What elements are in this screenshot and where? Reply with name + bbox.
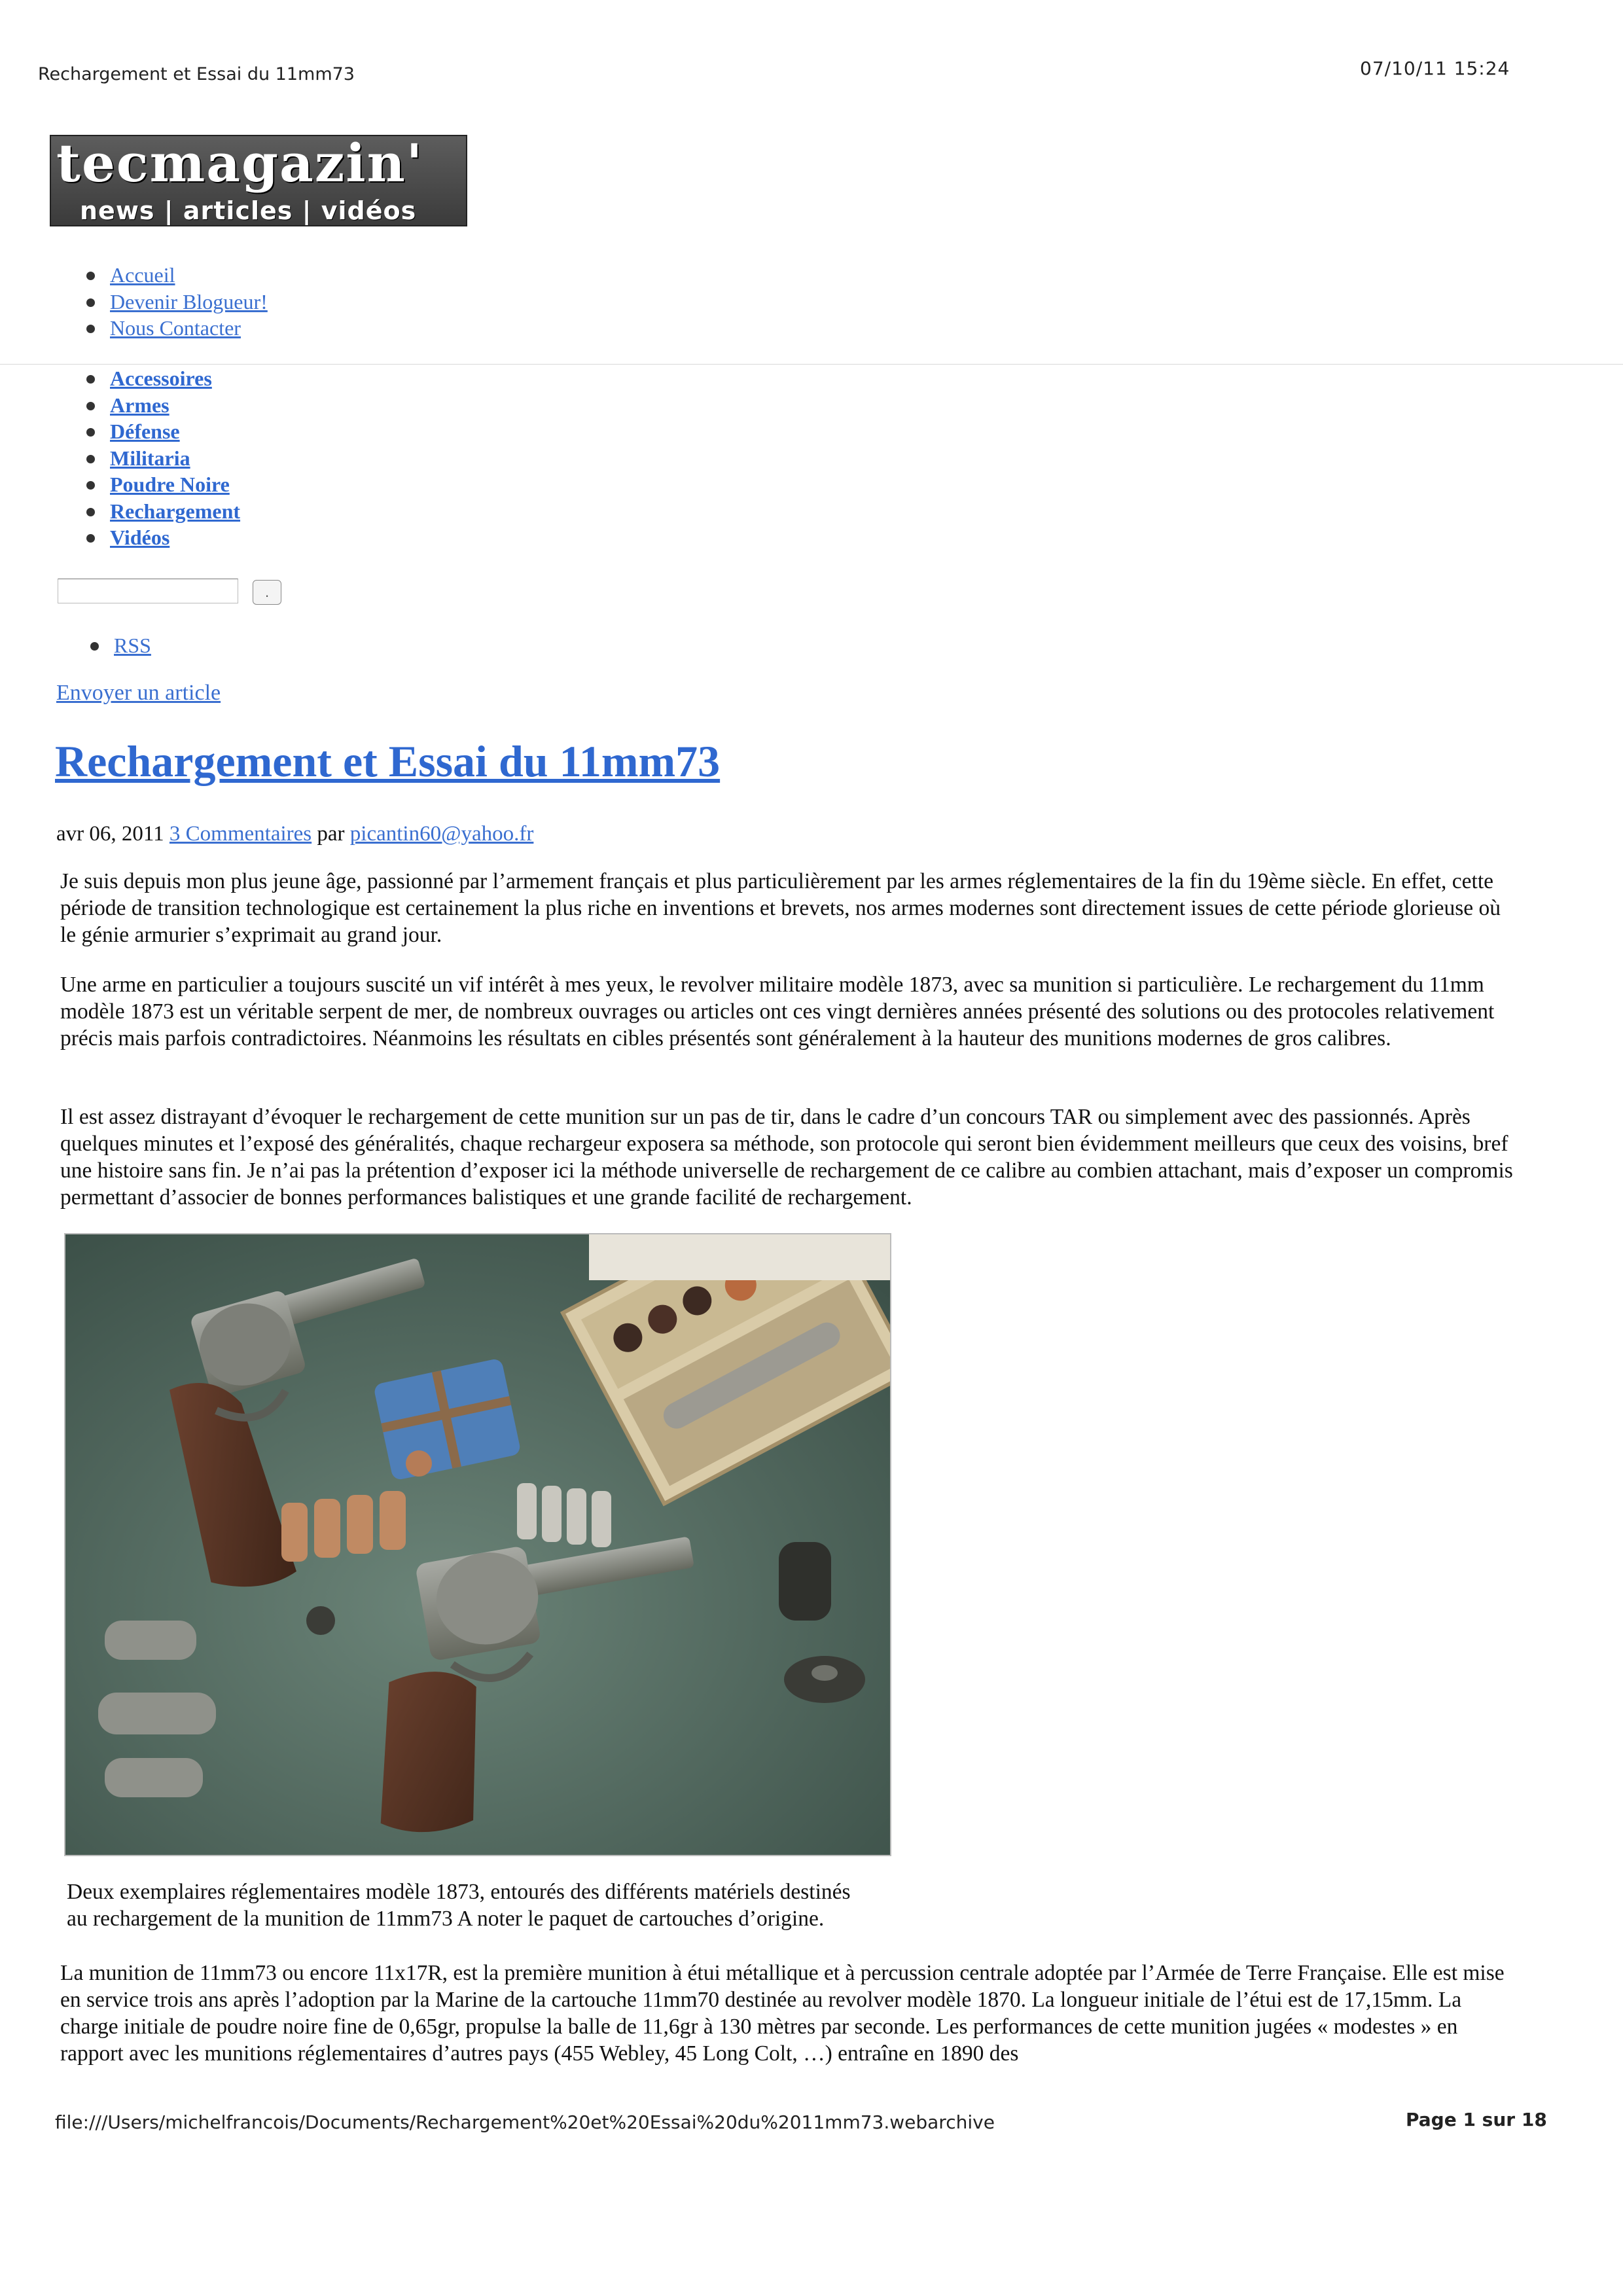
feed-menu: [0, 632, 151, 659]
category-link-armes[interactable]: Armes: [110, 393, 169, 417]
author-link[interactable]: picantin60@yahoo.fr: [349, 822, 534, 846]
top-menu: [0, 262, 268, 342]
search-input[interactable]: [58, 579, 238, 603]
post-date: avr 06, 2011: [56, 822, 164, 846]
logo-wordmark: tecmagazin': [56, 135, 424, 194]
top-menu-item-nous-contacter: [0, 315, 268, 342]
category-item: [0, 498, 240, 525]
nav-link-devenir-blogueur[interactable]: Devenir Blogueur!: [110, 289, 268, 314]
article-paragraph: La munition de 11mm73 ou encore 11x17R, est la première munition à étui métallique et à percussion centrale adoptée par l’Armée de Terre Française. Elle est mise en service trois ans après l’adoption par la Marine de la cartouche 11mm70 destinée au revolver modèle 1870. La longueur initiale de l’étui est de 17,15mm. La charge initiale de poudre noire fine de 0,65gr, propulse la balle de 11,6gr à 130 mètres par seconde. Les performances de cette munition jugées « modestes » en rapport avec les munitions réglementaires d’autres pays (455 Webley, 45 Long Colt, …) entraîne en 1890 des: [60, 1961, 1505, 2066]
category-link-poudre-noire[interactable]: Poudre Noire: [110, 473, 230, 496]
search-button[interactable]: .: [253, 580, 281, 605]
category-item: [0, 418, 240, 445]
send-article-link[interactable]: Envoyer un article: [56, 681, 221, 705]
top-menu-item-devenir-blogueur: [0, 289, 268, 315]
category-menu: [0, 365, 240, 551]
caption-line: au rechargement de la munition de 11mm73 A noter le paquet de cartouches d’origine.: [67, 1907, 825, 1931]
category-item: [0, 365, 240, 392]
category-item: [0, 524, 240, 551]
category-link-videos[interactable]: Vidéos: [110, 526, 170, 549]
feed-menu-item: [0, 632, 151, 659]
header-divider: [0, 364, 1623, 365]
post-meta: [56, 822, 533, 846]
article-paragraph: Je suis depuis mon plus jeune âge, passionné par l’armement français et plus particulièrement par les armes réglementaires de la fin du 19ème siècle. En effet, cette période de transition technologique est certainement la plus riche en inventions et brevets, nos armes modernes sont directement issues de cette période glorieuse où le génie armurier s’exprimait au grand jour.: [60, 869, 1501, 947]
article-paragraph: Il est assez distrayant d’évoquer le rechargement de cette munition sur un pas de tir, dans le cadre d’un concours TAR ou simplement avec des passionnés. Après quelques minutes et l’exposé des généralités, chaque rechargeur exposera sa méthode, son protocole qui seront bien évidemment meilleurs que ceux des voisins, bref une histoire sans fin. Je n’ai pas la prétention d’exposer ici la méthode universelle de rechargement de ce calibre au combien attachant, mais d’exposer un compromis permettant d’associer de bonnes performances balistiques et une grande facilité de rechargement.: [60, 1105, 1513, 1210]
post-by-label: par: [317, 822, 345, 846]
photo-illustration: [65, 1234, 890, 1855]
print-footer-path: file:///Users/michelfrancois/Documents/Rechargement%20et%20Essai%20du%2011mm73.webarchive: [55, 2111, 995, 2133]
print-footer-page-number: Page 1 sur 18: [1406, 2109, 1547, 2130]
rss-link[interactable]: RSS: [114, 634, 151, 657]
category-link-accessoires[interactable]: Accessoires: [110, 367, 212, 390]
category-item: [0, 392, 240, 419]
article-paragraph: Une arme en particulier a toujours suscité un vif intérêt à mes yeux, le revolver militaire modèle 1873, avec sa munition si particulière. Le rechargement du 11mm modèle 1873 est un véritable serpent de mer, de nombreux ouvrages ou articles ont ces vingt dernières années présenté des solutions ou des protocoles relativement précis mais parfois contradictoires. Néanmoins les résultats en cibles présentés sont généralement à la hauteur des munitions modernes de gros calibres.: [60, 973, 1495, 1050]
nav-link-nous-contacter[interactable]: Nous Contacter: [110, 316, 241, 340]
category-item: [0, 445, 240, 472]
site-logo[interactable]: [50, 135, 467, 226]
nav-link-accueil[interactable]: Accueil: [110, 263, 175, 287]
caption-line: Deux exemplaires réglementaires modèle 1873, entourés des différents matériels destinés: [67, 1880, 851, 1904]
print-header-title: Rechargement et Essai du 11mm73: [38, 64, 355, 84]
category-item: [0, 471, 240, 498]
print-header-datetime: 07/10/11 15:24: [1360, 58, 1510, 79]
top-menu-item-accueil: [0, 262, 268, 289]
category-link-rechargement[interactable]: Rechargement: [110, 499, 241, 523]
category-link-militaria[interactable]: Militaria: [110, 446, 190, 470]
comments-link[interactable]: 3 Commentaires: [169, 822, 312, 846]
category-link-defense[interactable]: Défense: [110, 420, 180, 443]
article-photo-revolvers: [64, 1233, 891, 1856]
post-title[interactable]: Rechargement et Essai du 11mm73: [55, 736, 721, 786]
photo-caption: [67, 1878, 983, 1932]
logo-tagline: news | articles | vidéos: [80, 196, 417, 225]
